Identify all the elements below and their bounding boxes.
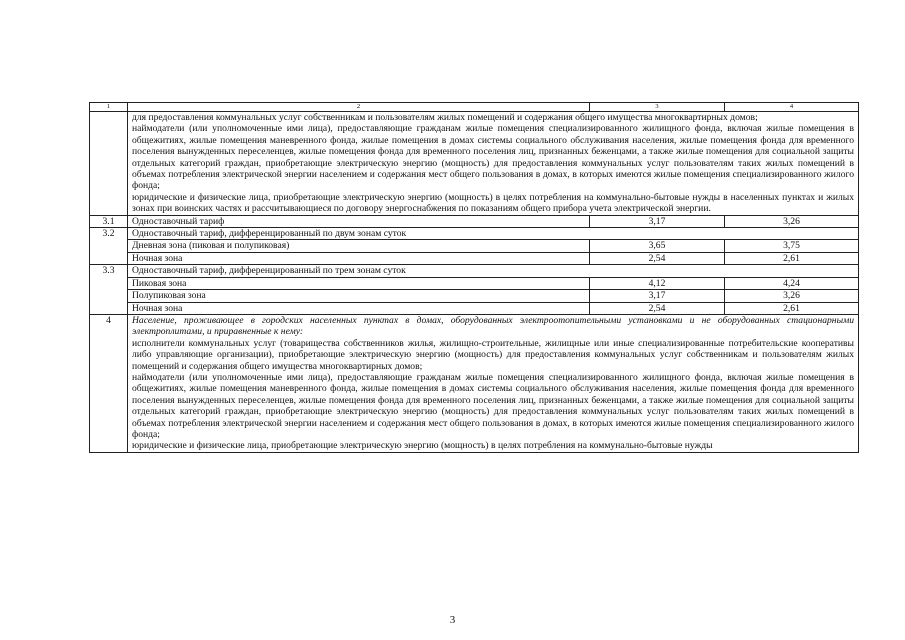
tariff-value: 2,61: [725, 302, 859, 314]
tariff-group-title: Одноставочный тариф, дифференцированный по трем зонам суток: [128, 265, 859, 277]
tariff-value: 4,24: [725, 277, 859, 289]
zone-name: Дневная зона (пиковая и полупиковая): [128, 240, 590, 252]
table-row: [90, 215, 859, 227]
column-number-row: [90, 103, 859, 112]
table-row: [90, 240, 859, 252]
tariff-value: 3,26: [725, 290, 859, 302]
column-number: 3: [590, 103, 725, 112]
page-number: 3: [449, 614, 456, 626]
consumer-description: [128, 112, 859, 216]
consumer-description: [128, 314, 859, 452]
row-number: [90, 112, 128, 216]
tariff-value: 2,54: [590, 252, 725, 264]
description-paragraph: исполнители коммунальных услуг (товарищества собственников жилья, жилищно-строительные, жилищные или иные специализированные потребительские кооперативы либо управляющие организации), приобретающие электрическую энергию (мощность) для предоставления коммунальных услуг собственникам и пользователям жилых помещений и содержания общего имущества многоквартирных домов;: [132, 337, 854, 372]
zone-name: Ночная зона: [128, 302, 590, 314]
tariff-table: [89, 102, 859, 453]
tariff-value: 3,26: [725, 215, 859, 227]
consumer-description-row: [90, 112, 859, 216]
table-row: [90, 265, 859, 277]
zone-name: Полупиковая зона: [128, 290, 590, 302]
group-heading: Население, проживающее в городских населенных пунктах в домах, оборудованных электроотопительными установками и не оборудованных стационарными электроплитами, и приравненные к нему:: [132, 314, 854, 338]
description-paragraph: юридические и физические лица, приобретающие электрическую энергию (мощность) в целях потребления на коммунально-бытовые нужды в населенных пунктах и жилых зонах при воинских частях и рассчитывающиеся по договору энергоснабжения по показаниям общего прибора учета электрической энергии.: [132, 191, 854, 215]
tariff-value: 3,75: [725, 240, 859, 252]
description-paragraph: наймодатели (или уполномоченные ими лица), предоставляющие гражданам жилые помещения специализированного жилищного фонда, включая жилые помещения в общежитиях, жилые помещения маневренного фонда, жилые помещения в домах системы социального обслуживания населения, жилые помещения фонда для временного поселения вынужденных переселенцев, жилые помещения фонда для временного поселения лиц, признанных беженцами, а также жилые помещения для социальной защиты отдельных категорий граждан, приобретающие электрическую энергию (мощность) для предоставления коммунальных услуг пользователям таких жилых помещений в объемах потребления электрической энергии населением и содержания мест общего пользования в домах, в которых имеются жилые помещения специализированного жилого фонда;: [132, 123, 854, 192]
tariff-group-title: Одноставочный тариф, дифференцированный по двум зонам суток: [128, 228, 859, 240]
row-number: 3.3: [90, 265, 128, 315]
tariff-value: 3,65: [590, 240, 725, 252]
table-row: [90, 277, 859, 289]
tariff-value: 2,61: [725, 252, 859, 264]
zone-name: Пиковая зона: [128, 277, 590, 289]
row-number: 4: [90, 314, 128, 452]
tariff-value: 2,54: [590, 302, 725, 314]
column-number: 1: [90, 103, 128, 112]
column-number: 4: [725, 103, 859, 112]
description-paragraph: юридические и физические лица, приобретающие электрическую энергию (мощность) в целях потребления на коммунально-бытовые нужды: [132, 440, 713, 452]
tariff-value: 3,17: [590, 290, 725, 302]
tariff-name: Одноставочный тариф: [128, 215, 590, 227]
tariff-value: 4,12: [590, 277, 725, 289]
zone-name: Ночная зона: [128, 252, 590, 264]
description-paragraph: наймодатели (или уполномоченные ими лица), предоставляющие гражданам жилые помещения специализированного жилищного фонда, включая жилые помещения в общежитиях, жилые помещения маневренного фонда, жилые помещения в домах системы социального обслуживания населения, жилые помещения фонда для временного поселения вынужденных переселенцев, жилые помещения фонда для временного поселения лиц, признанных беженцами, а также жилые помещения для социальной защиты отдельных категорий граждан, приобретающие электрическую энергию (мощность) для предоставления коммунальных услуг пользователям таких жилых помещений в объемах потребления электрической энергии населением и содержания мест общего пользования в домах, в которых имеются жилые помещения специализированного жилого фонда;: [132, 371, 854, 440]
table-row: [90, 252, 859, 264]
consumer-group-row: [90, 314, 859, 452]
table-row: [90, 290, 859, 302]
table-row: [90, 302, 859, 314]
tariff-value: 3,17: [590, 215, 725, 227]
row-number: 3.1: [90, 215, 128, 227]
table-row: [90, 228, 859, 240]
column-number: 2: [128, 103, 590, 112]
description-paragraph: для предоставления коммунальных услуг собственникам и пользователям жилых помещений и содержания общего имущества многоквартирных домов;: [132, 112, 758, 123]
row-number: 3.2: [90, 228, 128, 265]
